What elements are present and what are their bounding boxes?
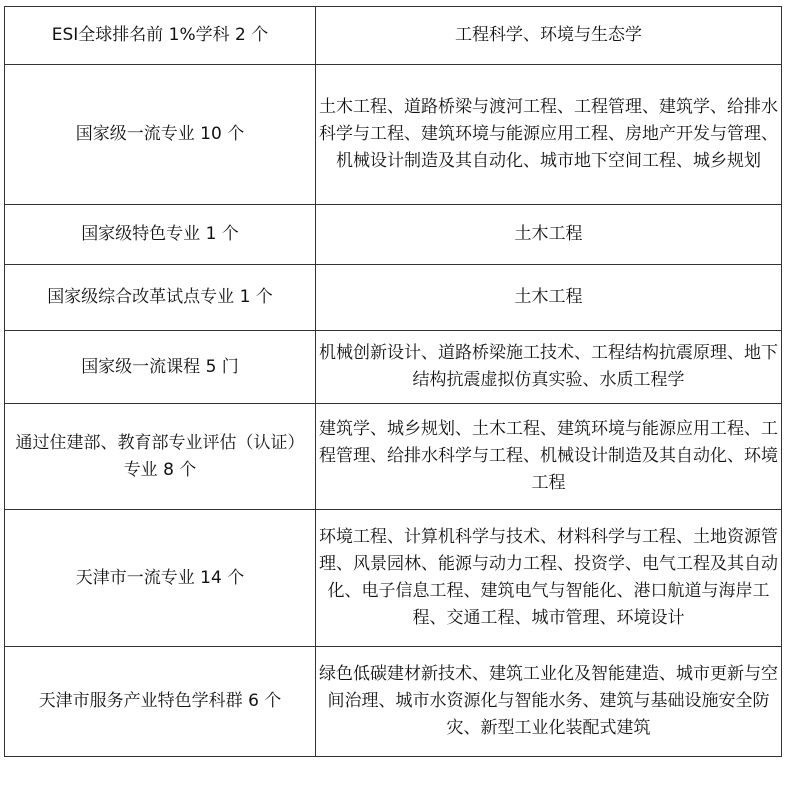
table-row <box>5 510 782 647</box>
table-row <box>5 404 782 510</box>
row-value: 环境工程、计算机科学与技术、材料科学与工程、土地资源管理、风景园林、能源与动力工程、投资学、电气工程及其自动化、电子信息工程、建筑电气与智能化、港口航道与海岸工程、交通工程、城市管理、环境设计 <box>316 510 782 647</box>
table-row <box>5 65 782 205</box>
table-container <box>4 6 782 757</box>
row-label: ESI全球排名前 1%学科 2 个 <box>5 7 316 65</box>
row-label: 天津市一流专业 14 个 <box>5 510 316 647</box>
discipline-table <box>4 6 782 757</box>
table-row <box>5 647 782 757</box>
row-value: 绿色低碳建材新技术、建筑工业化及智能建造、城市更新与空间治理、城市水资源化与智能水务、建筑与基础设施安全防灾、新型工业化装配式建筑 <box>316 647 782 757</box>
table-row <box>5 331 782 404</box>
row-value: 工程科学、环境与生态学 <box>316 7 782 65</box>
row-value: 建筑学、城乡规划、土木工程、建筑环境与能源应用工程、工程管理、给排水科学与工程、机械设计制造及其自动化、环境工程 <box>316 404 782 510</box>
row-value: 土木工程 <box>316 205 782 265</box>
row-label: 天津市服务产业特色学科群 6 个 <box>5 647 316 757</box>
table-row <box>5 205 782 265</box>
table-row <box>5 265 782 331</box>
row-label: 国家级特色专业 1 个 <box>5 205 316 265</box>
row-label: 国家级综合改革试点专业 1 个 <box>5 265 316 331</box>
row-label: 通过住建部、教育部专业评估（认证）专业 8 个 <box>5 404 316 510</box>
table-row <box>5 7 782 65</box>
row-value: 土木工程 <box>316 265 782 331</box>
row-label: 国家级一流课程 5 门 <box>5 331 316 404</box>
row-value: 机械创新设计、道路桥梁施工技术、工程结构抗震原理、地下结构抗震虚拟仿真实验、水质工程学 <box>316 331 782 404</box>
row-label: 国家级一流专业 10 个 <box>5 65 316 205</box>
row-value: 土木工程、道路桥梁与渡河工程、工程管理、建筑学、给排水科学与工程、建筑环境与能源应用工程、房地产开发与管理、机械设计制造及其自动化、城市地下空间工程、城乡规划 <box>316 65 782 205</box>
